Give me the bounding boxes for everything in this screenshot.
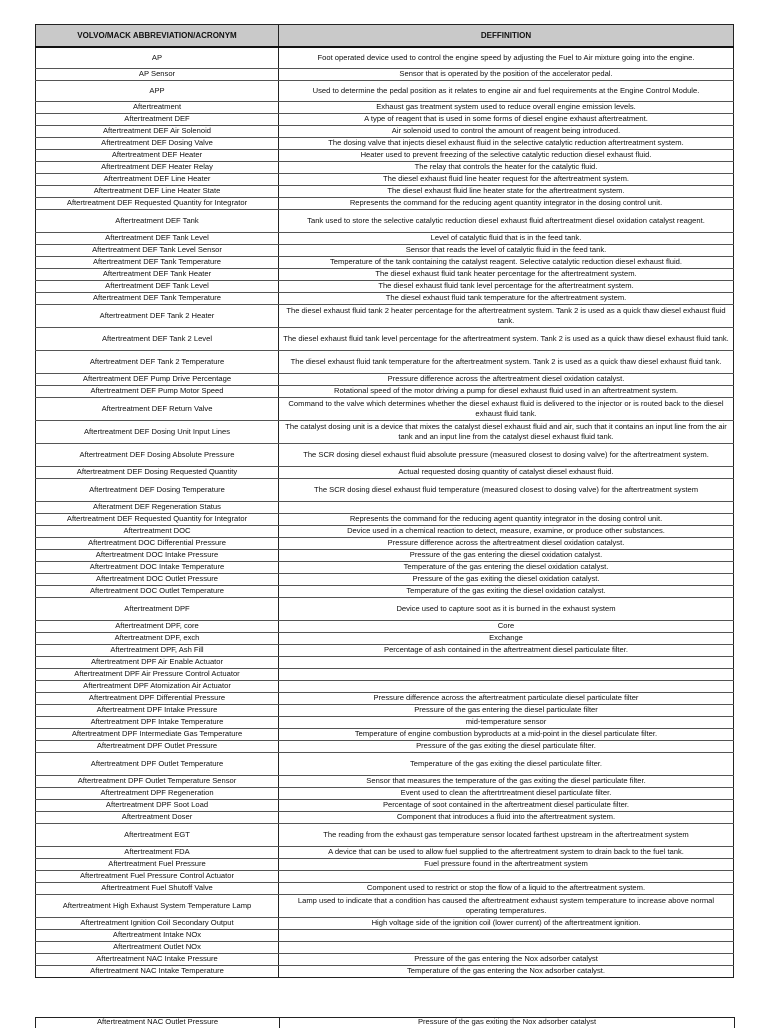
- next-page-term: Aftertreatment NAC Outlet Pressure: [36, 1018, 280, 1028]
- table-row: [36, 847, 734, 859]
- definition-cell: The diesel exhaust fluid tank temperature for the aftertreatment system.: [279, 293, 734, 305]
- definition-cell: The diesel exhaust fluid tank level percentage for the aftertreatment system.: [279, 281, 734, 293]
- definition-cell: Foot operated device used to control the engine speed by adjusting the Fuel to Air mixture going into the engine.: [279, 47, 734, 69]
- table-row: [36, 114, 734, 126]
- table-row: [36, 824, 734, 847]
- abbreviation-cell: Aftertreatment DPF Outlet Temperature Sensor: [36, 776, 279, 788]
- table-row: [36, 895, 734, 918]
- table-row: [36, 800, 734, 812]
- abbreviation-cell: Aftertreatment DOC Differential Pressure: [36, 538, 279, 550]
- header-abbreviation: VOLVO/MACK ABBREVIATION/ACRONYM: [36, 25, 279, 48]
- next-page-table-fragment: [35, 1017, 735, 1028]
- table-row: [36, 705, 734, 717]
- abbreviation-cell: Aftertreatment DOC Outlet Pressure: [36, 574, 279, 586]
- table-row: [36, 717, 734, 729]
- definition-cell: The reading from the exhaust gas temperature sensor located farthest upstream in the aftertreatment system: [279, 824, 734, 847]
- definition-cell: Device used to capture soot as it is burned in the exhaust system: [279, 598, 734, 621]
- definition-cell: Temperature of the gas entering the diesel oxidation catalyst.: [279, 562, 734, 574]
- definition-cell: [279, 942, 734, 954]
- definition-cell: Component used to restrict or stop the flow of a liquid to the aftertreatment system.: [279, 883, 734, 895]
- abbreviation-cell: Aftertreatment Doser: [36, 812, 279, 824]
- definition-cell: High voltage side of the ignition coil (lower current) of the aftertreatment ignition.: [279, 918, 734, 930]
- abbreviation-cell: Aftertreatment DEF Return Valve: [36, 398, 279, 421]
- definition-cell: Heater used to prevent freezing of the selective catalytic reduction diesel exhaust fluid.: [279, 150, 734, 162]
- table-row: [36, 47, 734, 69]
- abbreviation-cell: Aftertreatment High Exhaust System Temperature Lamp: [36, 895, 279, 918]
- abbreviation-cell: Aftertreatment DEF: [36, 114, 279, 126]
- abbreviation-cell: Aftertreatment DEF Dosing Absolute Pressure: [36, 444, 279, 467]
- definition-cell: Exhaust gas treatment system used to reduce overall engine emission levels.: [279, 102, 734, 114]
- table-row: [36, 657, 734, 669]
- table-row: [36, 293, 734, 305]
- table-row: [36, 245, 734, 257]
- abbreviation-cell: Aftertreatment DEF Requested Quantity for Integrator: [36, 514, 279, 526]
- table-row: [36, 633, 734, 645]
- abbreviation-cell: Aftertreatment NAC Intake Temperature: [36, 966, 279, 978]
- table-row: [36, 421, 734, 444]
- table-row: [36, 693, 734, 705]
- table-row: [36, 729, 734, 741]
- definition-cell: Sensor that measures the temperature of the gas exiting the diesel particulate filter.: [279, 776, 734, 788]
- table-row: [36, 574, 734, 586]
- definition-cell: Pressure of the gas entering the diesel oxidation catalyst.: [279, 550, 734, 562]
- table-row: [36, 966, 734, 978]
- abbreviation-cell: Aftertreatment DPF Outlet Pressure: [36, 741, 279, 753]
- definition-cell: Pressure difference across the aftertreatment diesel oxidation catalyst.: [279, 374, 734, 386]
- abbreviation-cell: Aftertreatment DPF Differential Pressure: [36, 693, 279, 705]
- abbreviation-cell: Aftertreatment DOC: [36, 526, 279, 538]
- table-row: [36, 374, 734, 386]
- table-row: [36, 871, 734, 883]
- definition-cell: [279, 657, 734, 669]
- definition-cell: Percentage of soot contained in the aftertreatment diesel particulate filter.: [279, 800, 734, 812]
- definition-cell: Air solenoid used to control the amount of reagent being introduced.: [279, 126, 734, 138]
- definition-cell: [279, 681, 734, 693]
- definition-cell: [279, 930, 734, 942]
- abbreviation-cell: Aftertreatment DEF Dosing Requested Quantity: [36, 467, 279, 479]
- header-row: [36, 25, 734, 48]
- table-row: [36, 918, 734, 930]
- table-row: [36, 741, 734, 753]
- definition-cell: [279, 502, 734, 514]
- table-row: [36, 386, 734, 398]
- abbreviation-cell: Aftertreatment DEF Dosing Temperature: [36, 479, 279, 502]
- table-row: [36, 621, 734, 633]
- definition-cell: Component that introduces a fluid into the aftertreatment system.: [279, 812, 734, 824]
- definition-cell: The dosing valve that injects diesel exhaust fluid in the selective catalytic reduction aftertreatment system.: [279, 138, 734, 150]
- table-header: [36, 25, 734, 48]
- abbreviation-cell: Aftertreatment DEF Tank Level: [36, 281, 279, 293]
- definition-cell: The SCR dosing diesel exhaust fluid temperature (measured closest to dosing valve) for the aftertreatment system: [279, 479, 734, 502]
- abbreviation-cell: Aftertreatment Fuel Shutoff Valve: [36, 883, 279, 895]
- abbreviation-cell: Aftertreatment DPF Intake Pressure: [36, 705, 279, 717]
- definition-cell: Sensor that reads the level of catalytic fluid in the feed tank.: [279, 245, 734, 257]
- abbreviation-cell: Aftertreatment DEF Dosing Valve: [36, 138, 279, 150]
- table-row: [36, 467, 734, 479]
- table-row: [36, 138, 734, 150]
- table-row: [36, 257, 734, 269]
- table-row: [36, 174, 734, 186]
- glossary-table: [35, 24, 734, 978]
- definition-cell: Pressure difference across the aftertreatment diesel oxidation catalyst.: [279, 538, 734, 550]
- table-row: [36, 444, 734, 467]
- table-row: [36, 645, 734, 657]
- definition-cell: Temperature of the gas exiting the diesel oxidation catalyst.: [279, 586, 734, 598]
- abbreviation-cell: Aftertreatment EGT: [36, 824, 279, 847]
- definition-cell: Fuel pressure found in the aftertreatment system: [279, 859, 734, 871]
- abbreviation-cell: Aftertreatment DOC Intake Temperature: [36, 562, 279, 574]
- abbreviation-cell: Aftertreatment DEF Tank Temperature: [36, 257, 279, 269]
- abbreviation-cell: Aftertreatment FDA: [36, 847, 279, 859]
- definition-cell: Device used in a chemical reaction to detect, measure, examine, or produce other substances.: [279, 526, 734, 538]
- abbreviation-cell: Aftertreatment DPF: [36, 598, 279, 621]
- table-row: [36, 598, 734, 621]
- definition-cell: Pressure of the gas exiting the diesel particulate filter.: [279, 741, 734, 753]
- abbreviation-cell: Aftertreatment DEF Line Heater: [36, 174, 279, 186]
- definition-cell: Core: [279, 621, 734, 633]
- definition-cell: The relay that controls the heater for the catalytic fluid.: [279, 162, 734, 174]
- definition-cell: A type of reagent that is used in some forms of diesel engine exhaust aftertreatment.: [279, 114, 734, 126]
- definition-cell: Rotational speed of the motor driving a pump for diesel exhaust fluid used in an aftertreatment system.: [279, 386, 734, 398]
- abbreviation-cell: Aftertreatment DEF Air Solenoid: [36, 126, 279, 138]
- table-row: [36, 859, 734, 871]
- table-row: [36, 753, 734, 776]
- abbreviation-cell: Aftertreatment Intake NOx: [36, 930, 279, 942]
- abbreviation-cell: Aftertreatment DEF Tank 2 Temperature: [36, 351, 279, 374]
- next-page-definition: Pressure of the gas exiting the Nox adsorber catalyst: [417, 1017, 597, 1026]
- table-row: [36, 526, 734, 538]
- abbreviation-cell: Aftertreatment Fuel Pressure: [36, 859, 279, 871]
- definition-cell: The diesel exhaust fluid tank level percentage for the aftertreatment system. Tank 2 is used as a quick thaw diesel exhaust fluid tank.: [279, 328, 734, 351]
- table-row: [36, 281, 734, 293]
- table-row: [36, 102, 734, 114]
- header-definition: DEFFINITION: [279, 25, 734, 48]
- table-row: [36, 942, 734, 954]
- definition-cell: [279, 871, 734, 883]
- abbreviation-cell: Aftertreatment DEF Requested Quantity for Integrator: [36, 198, 279, 210]
- definition-cell: Represents the command for the reducing agent quantity integrator in the dosing control unit.: [279, 514, 734, 526]
- abbreviation-cell: Aftertreatment DPF Air Pressure Control Actuator: [36, 669, 279, 681]
- abbreviation-cell: AP: [36, 47, 279, 69]
- table-row: [36, 305, 734, 328]
- definition-cell: The diesel exhaust fluid tank temperature for the aftertreatment system. Tank 2 is used as a quick thaw diesel exhaust fluid tank.: [279, 351, 734, 374]
- abbreviation-cell: APP: [36, 81, 279, 102]
- abbreviation-cell: AP Sensor: [36, 69, 279, 81]
- definition-cell: Temperature of engine combustion byproducts at a mid-point in the diesel particulate filter.: [279, 729, 734, 741]
- abbreviation-cell: Aftertreatment DEF Heater Relay: [36, 162, 279, 174]
- abbreviation-cell: Aftertreatment DPF Air Enable Actuator: [36, 657, 279, 669]
- table-row: [36, 233, 734, 245]
- abbreviation-cell: Aftertreatment DEF Tank Heater: [36, 269, 279, 281]
- abbreviation-cell: Aftertreatment DEF Tank: [36, 210, 279, 233]
- definition-cell: The catalyst dosing unit is a device that mixes the catalyst diesel exhaust fluid and air, such that it contains an input line from the air tank and an input line from the catalyst diesel exhaust fluid tank.: [279, 421, 734, 444]
- table-row: [36, 269, 734, 281]
- table-row: [36, 681, 734, 693]
- abbreviation-cell: Aftertreatment DEF Tank Temperature: [36, 293, 279, 305]
- abbreviation-cell: Aftertreatment NAC Intake Pressure: [36, 954, 279, 966]
- definition-cell: Level of catalytic fluid that is in the feed tank.: [279, 233, 734, 245]
- abbreviation-cell: Aftertreatment Fuel Pressure Control Actuator: [36, 871, 279, 883]
- definition-cell: Event used to clean the aftertrtreatment diesel particulate filter.: [279, 788, 734, 800]
- table-row: [36, 669, 734, 681]
- definition-cell: A device that can be used to allow fuel supplied to the aftertreatment system to drain back to the fuel tank.: [279, 847, 734, 859]
- definition-cell: The diesel exhaust fluid line heater request for the aftertreatment system.: [279, 174, 734, 186]
- abbreviation-cell: Aftertreatment DEF Dosing Unit Input Lines: [36, 421, 279, 444]
- definition-cell: Actual requested dosing quantity of catalyst diesel exhaust fluid.: [279, 467, 734, 479]
- table-row: [36, 550, 734, 562]
- abbreviation-cell: Aftertreatment DEF Pump Motor Speed: [36, 386, 279, 398]
- abbreviation-cell: Aftertreatment Ignition Coil Secondary Output: [36, 918, 279, 930]
- abbreviation-cell: Aftertreatment DPF Soot Load: [36, 800, 279, 812]
- abbreviation-cell: Aftertreatment DEF Pump Drive Percentage: [36, 374, 279, 386]
- table-row: [36, 502, 734, 514]
- table-row: [36, 351, 734, 374]
- definition-cell: The diesel exhaust fluid tank 2 heater percentage for the aftertreatment system. Tank 2 is used as a quick thaw diesel exhaust fluid tank.: [279, 305, 734, 328]
- definition-cell: Used to determine the pedal position as it relates to engine air and fuel requirements at the Engine Control Module.: [279, 81, 734, 102]
- definition-cell: Tank used to store the selective catalytic reduction diesel exhaust fluid aftertreatment diesel oxidation catalyst reagent.: [279, 210, 734, 233]
- table-row: [36, 81, 734, 102]
- glossary-sheet: [35, 24, 733, 978]
- definition-cell: Temperature of the gas exiting the diesel particulate filter.: [279, 753, 734, 776]
- table-row: [36, 954, 734, 966]
- abbreviation-cell: Aftertreatment DPF Outlet Temperature: [36, 753, 279, 776]
- abbreviation-cell: Aftertreatment DEF Line Heater State: [36, 186, 279, 198]
- definition-cell: mid-temperature sensor: [279, 717, 734, 729]
- definition-cell: Lamp used to indicate that a condition has caused the aftertreatment exhaust system temperature to increase above normal operating temperatures.: [279, 895, 734, 918]
- definition-cell: Temperature of the tank containing the catalyst reagent. Selective catalytic reduction diesel exhaust fluid.: [279, 257, 734, 269]
- table-row: [36, 126, 734, 138]
- abbreviation-cell: Aftertreatment DEF Tank Level Sensor: [36, 245, 279, 257]
- table-row: [36, 150, 734, 162]
- table-row: [36, 328, 734, 351]
- table-row: [36, 586, 734, 598]
- table-row: [36, 562, 734, 574]
- table-row: [36, 883, 734, 895]
- abbreviation-cell: Aftertreatment DEF Tank 2 Heater: [36, 305, 279, 328]
- table-body: [36, 47, 734, 978]
- table-row: [36, 198, 734, 210]
- table-row: [36, 479, 734, 502]
- table-row: [36, 930, 734, 942]
- definition-cell: The diesel exhaust fluid tank heater percentage for the aftertreatment system.: [279, 269, 734, 281]
- definition-cell: Command to the valve which determines whether the diesel exhaust fluid is delivered to the injector or is routed back to the diesel exhaust fluid tank.: [279, 398, 734, 421]
- abbreviation-cell: Aftertreatment DOC Intake Pressure: [36, 550, 279, 562]
- table-row: [36, 812, 734, 824]
- abbreviation-cell: Aftertreatment DPF Regeneration: [36, 788, 279, 800]
- abbreviation-cell: Aftertreatment DOC Outlet Temperature: [36, 586, 279, 598]
- abbreviation-cell: Aftertreatment DPF, exch: [36, 633, 279, 645]
- definition-cell: [279, 669, 734, 681]
- definition-cell: The diesel exhaust fluid line heater state for the aftertreatment system.: [279, 186, 734, 198]
- table-row: [36, 69, 734, 81]
- abbreviation-cell: Afteratment DEF Regeneration Status: [36, 502, 279, 514]
- abbreviation-cell: Aftertreatment DPF, core: [36, 621, 279, 633]
- table-row: [36, 162, 734, 174]
- definition-cell: Exchange: [279, 633, 734, 645]
- abbreviation-cell: Aftertreatment DPF, Ash Fill: [36, 645, 279, 657]
- table-row: [36, 788, 734, 800]
- abbreviation-cell: Aftertreatment Outlet NOx: [36, 942, 279, 954]
- table-row: [36, 776, 734, 788]
- abbreviation-cell: Aftertreatment DEF Tank Level: [36, 233, 279, 245]
- definition-cell: Pressure difference across the aftertreatment particulate diesel particulate filter: [279, 693, 734, 705]
- definition-cell: Pressure of the gas exiting the diesel oxidation catalyst.: [279, 574, 734, 586]
- abbreviation-cell: Aftertreatment: [36, 102, 279, 114]
- definition-cell: Percentage of ash contained in the aftertreatment diesel particulate filter.: [279, 645, 734, 657]
- abbreviation-cell: Aftertreatment DPF Intake Temperature: [36, 717, 279, 729]
- table-row: [36, 538, 734, 550]
- definition-cell: Temperature of the gas entering the Nox adsorber catalyst.: [279, 966, 734, 978]
- table-row: [36, 210, 734, 233]
- definition-cell: Pressure of the gas entering the diesel particulate filter: [279, 705, 734, 717]
- definition-cell: The SCR dosing diesel exhaust fluid absolute pressure (measured closest to dosing valve) for the aftertreatment system.: [279, 444, 734, 467]
- abbreviation-cell: Aftertreatment DPF Atomization Air Actuator: [36, 681, 279, 693]
- definition-cell: Sensor that is operated by the position of the accelerator pedal.: [279, 69, 734, 81]
- table-row: [36, 514, 734, 526]
- abbreviation-cell: Aftertreatment DPF Intermediate Gas Temperature: [36, 729, 279, 741]
- table-row: [36, 398, 734, 421]
- table-row: [36, 186, 734, 198]
- abbreviation-cell: Aftertreatment DEF Heater: [36, 150, 279, 162]
- abbreviation-cell: Aftertreatment DEF Tank 2 Level: [36, 328, 279, 351]
- definition-cell: Represents the command for the reducing agent quantity integrator in the dosing control unit.: [279, 198, 734, 210]
- definition-cell: Pressure of the gas entering the Nox adsorber catalyst: [279, 954, 734, 966]
